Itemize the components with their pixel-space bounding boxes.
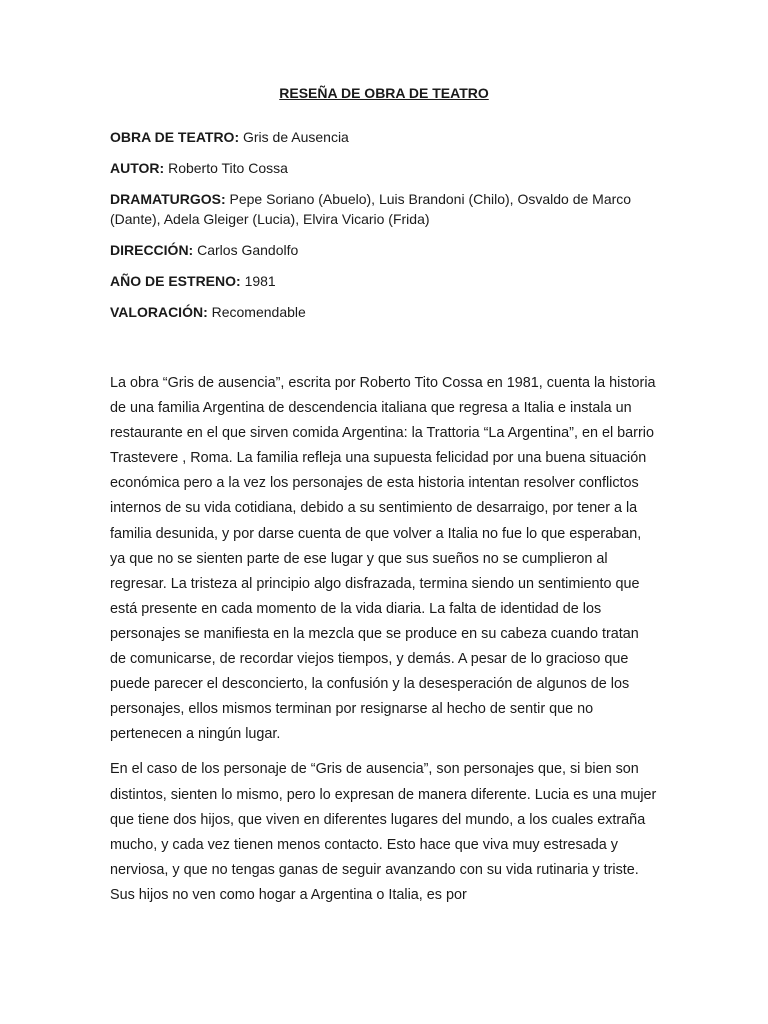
paragraph: En el caso de los personaje de “Gris de ausencia”, son personajes que, si bien son distintos, sienten lo mismo, pero lo expresan de manera diferente. Lucia es una mujer que tiene dos hijos, que viven en diferentes lugares del mundo, a los cuales extraña mucho, y cada vez tienen menos contacto. Esto hace que viva muy estresada y nerviosa, y que no tengas ganas de seguir avanzando con su vida rutinaria y triste. Sus hijos no ven como hogar a Argentina o Italia, es por — [110, 761, 657, 903]
field-label: AÑO DE ESTRENO: — [110, 273, 241, 289]
field-dramaturgos — [110, 189, 658, 229]
field-autor — [110, 158, 658, 178]
field-label: DRAMATURGOS: — [110, 191, 226, 207]
field-value: Recomendable — [211, 304, 306, 320]
field-obra — [110, 127, 658, 147]
paragraph: La obra “Gris de ausencia”, escrita por Roberto Tito Cossa en 1981, cuenta la historia de una familia Argentina de descendencia italiana que regresa a Italia e instala un restaurante en el que sirven comida Argentina: la Trattoria “La Argentina”, en el barrio Trastevere , Roma. La familia refleja una supuesta felicidad por una buena situación económica pero a la vez los personajes de esta historia intentan resolver conflictos internos de su vida cotidiana, debido a su sentimiento de desarraigo, por tener a la familia desunida, y por darse cuenta de que volver a Italia no fue lo que esperaban, ya que no se sienten parte de ese lugar y que sus sueños no se cumplieron al regresar. La tristeza al principio algo disfrazada, termina siendo un sentimiento que está presente en cada momento de la vida diaria. La falta de identidad de los personajes se manifiesta en la mezcla que se produce en su cabeza cuando tratan de comunicarse, de recordar viejos tiempos, y demás. A pesar de lo gracioso que puede parecer el desconcierto, la confusión y la desesperación de algunos de los personajes, ellos mismos terminan por resignarse al hecho de sentir que no pertenecen a ningún lugar. — [110, 375, 656, 743]
document-title: RESEÑA DE OBRA DE TEATRO — [279, 85, 489, 101]
field-value: Pepe Soriano (Abuelo), Luis Brandoni (Chilo), Osvaldo de Marco (Dante), Adela Gleiger (Lucia), Elvira Vicario (Frida) — [110, 191, 632, 227]
document-page — [110, 84, 658, 918]
review-body — [110, 371, 658, 908]
field-label: VALORACIÓN: — [110, 304, 208, 320]
field-label: DIRECCIÓN: — [110, 242, 194, 258]
field-label: OBRA DE TEATRO: — [110, 129, 240, 145]
field-value: Carlos Gandolfo — [197, 242, 299, 258]
field-estreno — [110, 271, 658, 291]
field-value: Gris de Ausencia — [243, 129, 349, 145]
field-value: Roberto Tito Cossa — [168, 160, 288, 176]
field-value: 1981 — [244, 273, 276, 289]
field-valoracion — [110, 302, 658, 322]
field-direccion — [110, 240, 658, 260]
field-label: AUTOR: — [110, 160, 165, 176]
